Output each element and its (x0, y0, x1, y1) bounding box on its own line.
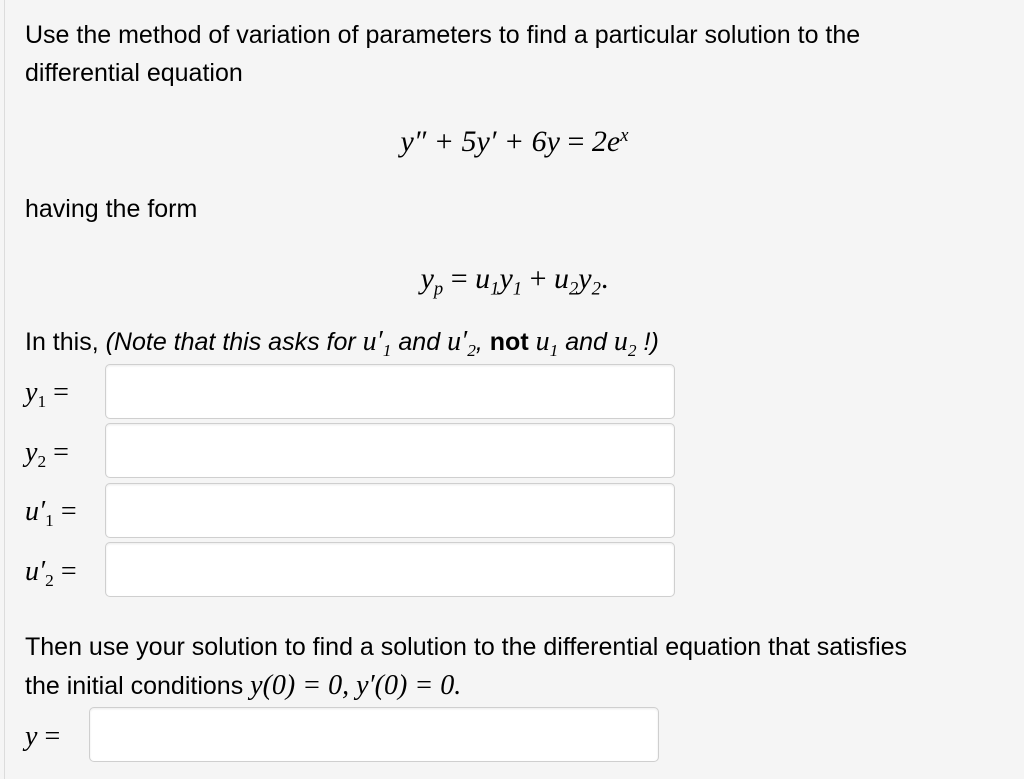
note-text: (Note that this asks for $u'_1$ and $u'_2$, not $u_1$ and $u_2$ !) (105, 326, 659, 361)
y-final-label: y = (25, 721, 61, 752)
y1-answer-box[interactable] (105, 364, 675, 419)
u2y2-term: $u_2y_2$ (553, 262, 601, 300)
u2-prime-answer-box[interactable] (105, 542, 675, 597)
initial-conditions: y(0) = 0, y′(0) = 0. (250, 670, 462, 701)
u1-prime-answer-box[interactable] (105, 483, 675, 538)
form-plus: + (529, 262, 547, 295)
u2-prime-label: $u'_2$ = (25, 556, 77, 591)
y-final-input[interactable] (90, 708, 658, 761)
question-panel (4, 0, 1024, 779)
differential-equation (5, 125, 1024, 159)
y2-input[interactable] (106, 424, 674, 477)
note-line: In this, (Note that this asks for $u'_1$ and $u'_2$, not $u_1$ and $u_2$ !) (25, 326, 659, 361)
y-final-answer-box[interactable] (89, 707, 659, 762)
u1-prime-input[interactable] (106, 484, 674, 537)
not-emphasis: not (489, 328, 529, 356)
u1y1-term: $u_1y_1$ (475, 262, 523, 300)
y1-input[interactable] (106, 365, 674, 418)
equation-lhs: y″ + 5y′ + 6y (400, 125, 560, 158)
y2-label: $y_2$ = (25, 437, 69, 472)
u1-prime-label: $u'_1$ = (25, 496, 77, 531)
equation-equals: = (567, 125, 585, 158)
u2-prime-input[interactable] (106, 543, 674, 596)
particular-solution-form: $y_p = u_1y_1 + u_2y_2$. (420, 262, 609, 300)
form-text: having the form (25, 195, 198, 223)
then-line-2: the initial conditions y(0) = 0, y′(0) = 0. (25, 670, 462, 701)
yp-symbol: $y_p$ (420, 262, 444, 300)
y1-label: $y_1$ = (25, 377, 69, 412)
intro-line-2: differential equation (25, 59, 243, 87)
equation-rhs: $2e^x$ (591, 124, 629, 158)
y2-answer-box[interactable] (105, 423, 675, 478)
then-line-1: Then use your solution to find a solution to the differential equation that satisfies (25, 633, 908, 661)
intro-line-1: Use the method of variation of parameters to find a particular solution to the (25, 21, 861, 49)
form-equals: = (450, 262, 468, 295)
